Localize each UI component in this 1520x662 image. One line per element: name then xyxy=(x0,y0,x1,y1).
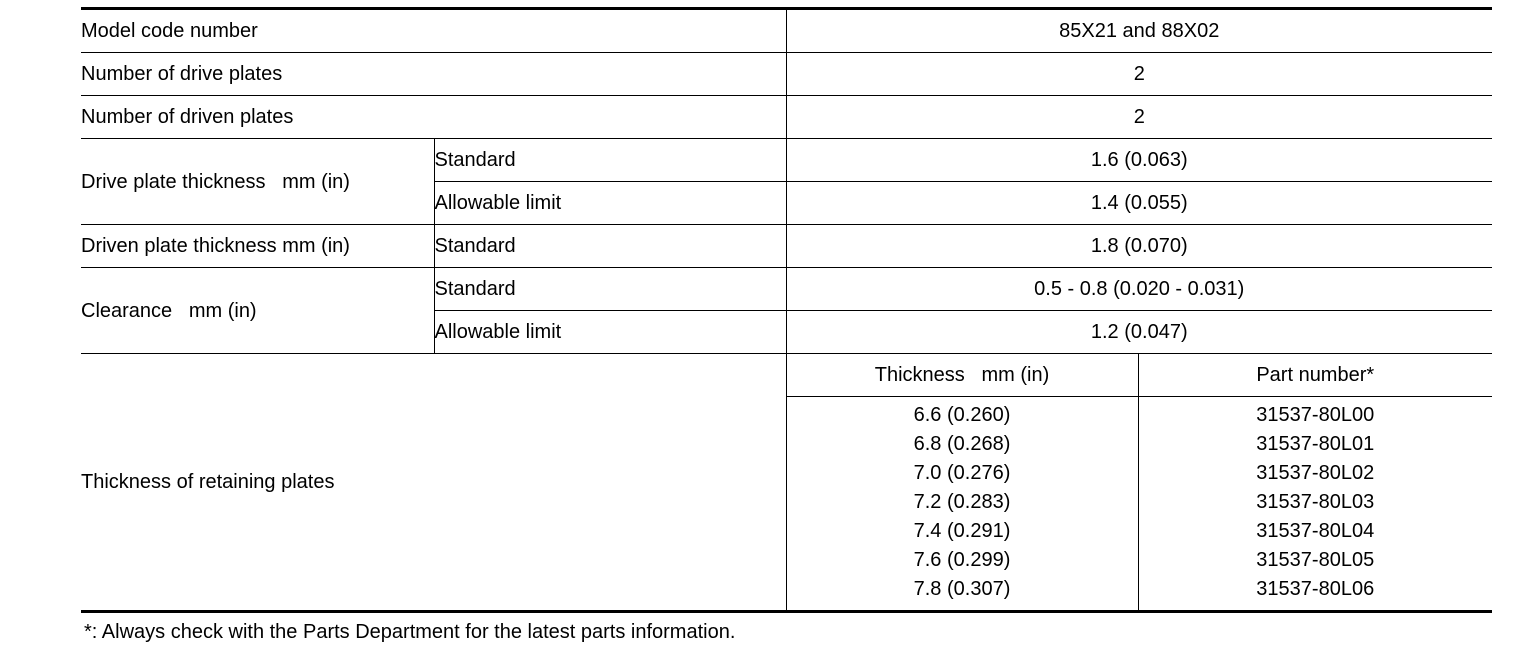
retaining-label: Thickness of retaining plates xyxy=(81,354,786,612)
retaining-thickness-item: 7.0 (0.276) xyxy=(913,462,1011,484)
retaining-thickness-item: 7.6 (0.299) xyxy=(913,549,1011,571)
row-model-code xyxy=(81,9,1492,53)
row-clearance-standard xyxy=(81,268,1492,311)
retaining-thickness-item: 6.8 (0.268) xyxy=(913,433,1011,455)
drive-plates-value: 2 xyxy=(786,53,1492,96)
clearance-limit-value: 1.2 (0.047) xyxy=(786,311,1492,354)
retaining-part-number-item: 31537-80L02 xyxy=(1256,462,1375,484)
row-drive-thickness-standard xyxy=(81,139,1492,182)
retaining-thickness-item: 7.2 (0.283) xyxy=(913,491,1011,513)
drive-thickness-limit-label: Allowable limit xyxy=(434,182,786,225)
retaining-thickness-item: 6.6 (0.260) xyxy=(913,404,1011,426)
drive-thickness-limit-value: 1.4 (0.055) xyxy=(786,182,1492,225)
retaining-thickness-item: 7.4 (0.291) xyxy=(913,520,1011,542)
model-code-value: 85X21 and 88X02 xyxy=(786,9,1492,53)
drive-plates-label: Number of drive plates xyxy=(81,53,786,96)
retaining-part-number-item: 31537-80L00 xyxy=(1256,404,1375,426)
driven-thickness-label: Driven plate thickness mm (in) xyxy=(81,225,434,268)
retaining-thickness-header: Thickness mm (in) xyxy=(786,354,1138,397)
retaining-part-number-item: 31537-80L05 xyxy=(1256,549,1375,571)
clearance-limit-label: Allowable limit xyxy=(434,311,786,354)
retaining-part-number-item: 31537-80L03 xyxy=(1256,491,1375,513)
retaining-part-number-item: 31537-80L04 xyxy=(1256,520,1375,542)
drive-thickness-label: Drive plate thickness mm (in) xyxy=(81,139,434,225)
clearance-label: Clearance mm (in) xyxy=(81,268,434,354)
driven-plates-label: Number of driven plates xyxy=(81,96,786,139)
row-driven-plates xyxy=(81,96,1492,139)
clearance-standard-value: 0.5 - 0.8 (0.020 - 0.031) xyxy=(786,268,1492,311)
retaining-part-list xyxy=(1138,397,1492,612)
model-code-label: Model code number xyxy=(81,9,786,53)
part-number-list xyxy=(1139,397,1493,610)
thickness-list xyxy=(787,397,1138,610)
driven-plates-value: 2 xyxy=(786,96,1492,139)
driven-thickness-standard-label: Standard xyxy=(434,225,786,268)
drive-thickness-standard-value: 1.6 (0.063) xyxy=(786,139,1492,182)
retaining-part-number-item: 31537-80L06 xyxy=(1256,578,1375,600)
drive-thickness-standard-label: Standard xyxy=(434,139,786,182)
row-driven-thickness xyxy=(81,225,1492,268)
retaining-part-header: Part number* xyxy=(1138,354,1492,397)
row-retaining-header xyxy=(81,354,1492,397)
retaining-part-number-item: 31537-80L01 xyxy=(1256,433,1375,455)
row-drive-plates xyxy=(81,53,1492,96)
clearance-standard-label: Standard xyxy=(434,268,786,311)
clutch-spec-table xyxy=(81,7,1492,613)
retaining-thickness-list xyxy=(786,397,1138,612)
retaining-thickness-item: 7.8 (0.307) xyxy=(913,578,1011,600)
footnote: *: Always check with the Parts Department for the latest parts information. xyxy=(84,621,736,643)
driven-thickness-standard-value: 1.8 (0.070) xyxy=(786,225,1492,268)
